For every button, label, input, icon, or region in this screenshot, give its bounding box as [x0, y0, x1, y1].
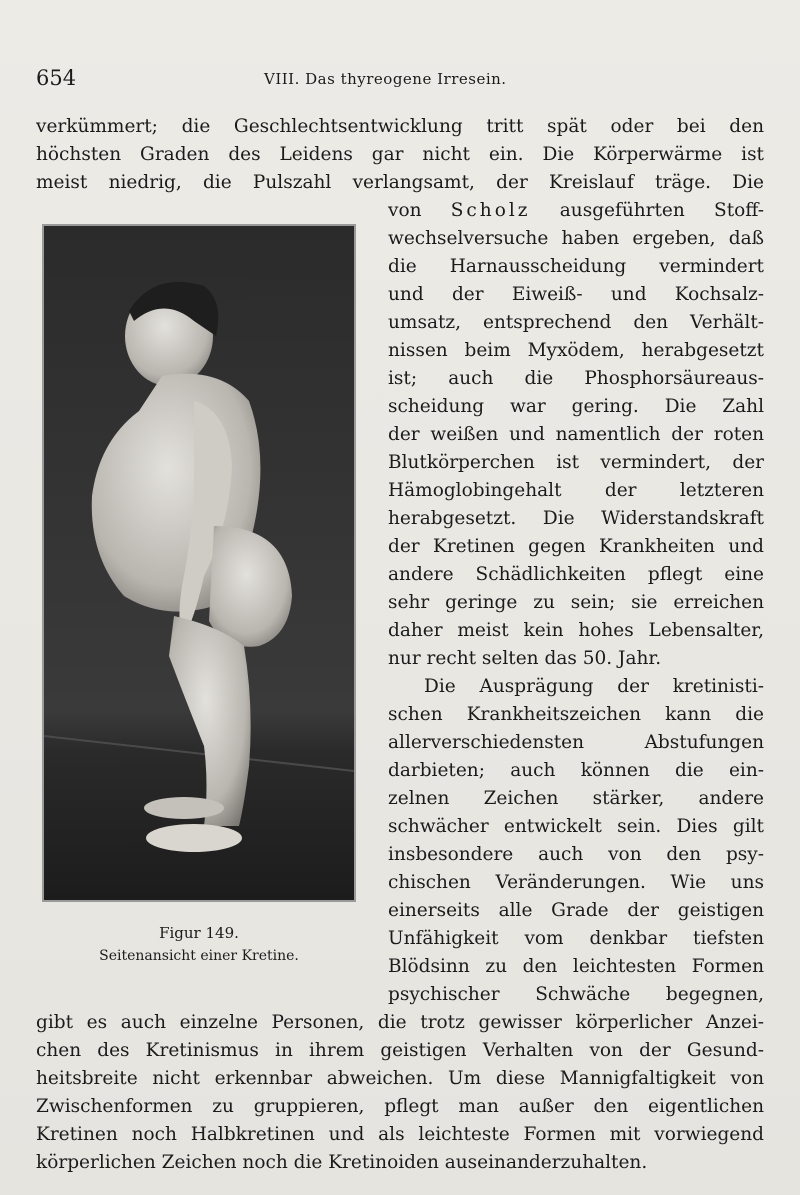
body-line: Unfähigkeit vom denkbar tiefsten — [388, 928, 764, 949]
body-line: meist niedrig, die Pulszahl verlangsamt, der Kreislauf träge. Die — [36, 172, 764, 193]
body-line: Zwischenformen zu gruppieren, pflegt man außer den eigentlichen — [36, 1096, 764, 1117]
body-line: chischen Veränderungen. Wie uns — [388, 872, 764, 893]
body-line: daher meist kein hohes Lebensalter, — [388, 620, 764, 641]
body-line: und der Eiweiß- und Kochsalz- — [388, 284, 764, 305]
body-line: zelnen Zeichen stärker, andere — [388, 788, 764, 809]
body-line: herabgesetzt. Die Widerstandskraft — [388, 508, 764, 529]
figure-caption: Seitenansicht einer Kretine. — [99, 948, 299, 964]
body-line: allerverschiedensten Abstufungen — [388, 732, 764, 753]
body-line: wechselversuche haben ergeben, daß — [388, 228, 764, 249]
body-line: nissen beim Myxödem, herabgesetzt — [388, 340, 764, 361]
body-line: körperlichen Zeichen noch die Kretinoiden auseinanderzuhalten. — [36, 1152, 648, 1173]
body-line: gibt es auch einzelne Personen, die trotz gewisser körperlicher Anzei- — [36, 1012, 764, 1033]
page-number: 654 — [36, 66, 77, 90]
body-line: psychischer Schwäche begegnen, — [388, 984, 764, 1005]
body-line: andere Schädlichkeiten pflegt eine — [388, 564, 764, 585]
body-line: chen des Kretinismus in ihrem geistigen Verhalten von der Gesund- — [36, 1040, 764, 1061]
body-text: von — [388, 200, 422, 221]
figure-label: Figur 149. — [159, 924, 239, 942]
paragraph-first-line: Die Ausprägung der kretinisti- — [424, 676, 764, 697]
body-line-scholz — [388, 197, 764, 224]
body-line: Kretinen noch Halbkretinen und als leichteste Formen mit vorwiegend — [36, 1124, 764, 1145]
body-line: höchsten Graden des Leidens gar nicht ein. Die Körperwärme ist — [36, 144, 764, 165]
body-line: Hämoglobingehalt der letzteren — [388, 480, 764, 501]
body-line: Blutkörperchen ist vermindert, der — [388, 452, 764, 473]
photo-illustration — [44, 226, 354, 900]
body-line: darbieten; auch können die ein- — [388, 760, 764, 781]
body-line: der weißen und namentlich der roten — [388, 424, 764, 445]
body-line: die Harnausscheidung vermindert — [388, 256, 764, 277]
body-line: verkümmert; die Geschlechtsentwicklung tritt spät oder bei den — [36, 116, 764, 137]
running-head — [36, 66, 764, 96]
body-line: nur recht selten das 50. Jahr. — [388, 648, 662, 669]
figure-photograph — [42, 224, 356, 902]
body-line: ist; auch die Phosphorsäureaus- — [388, 368, 764, 389]
body-text: ausgeführten Stoff- — [559, 200, 764, 221]
body-line: schen Krankheitszeichen kann die — [388, 704, 764, 725]
chapter-title: VIII. Das thyreogene Irresein. — [264, 70, 507, 88]
body-line: sehr geringe zu sein; sie erreichen — [388, 592, 764, 613]
body-line: insbesondere auch von den psy- — [388, 844, 764, 865]
author-name: Scholz — [450, 200, 531, 221]
body-line: einerseits alle Grade der geistigen — [388, 900, 764, 921]
body-line: scheidung war gering. Die Zahl — [388, 396, 764, 417]
body-line: schwächer entwickelt sein. Dies gilt — [388, 816, 764, 837]
body-line: umsatz, entsprechend den Verhält- — [388, 312, 764, 333]
body-line: der Kretinen gegen Krankheiten und — [388, 536, 764, 557]
body-line: Blödsinn zu den leichtesten Formen — [388, 956, 764, 977]
body-line: heitsbreite nicht erkennbar abweichen. Um diese Mannigfaltigkeit von — [36, 1068, 764, 1089]
